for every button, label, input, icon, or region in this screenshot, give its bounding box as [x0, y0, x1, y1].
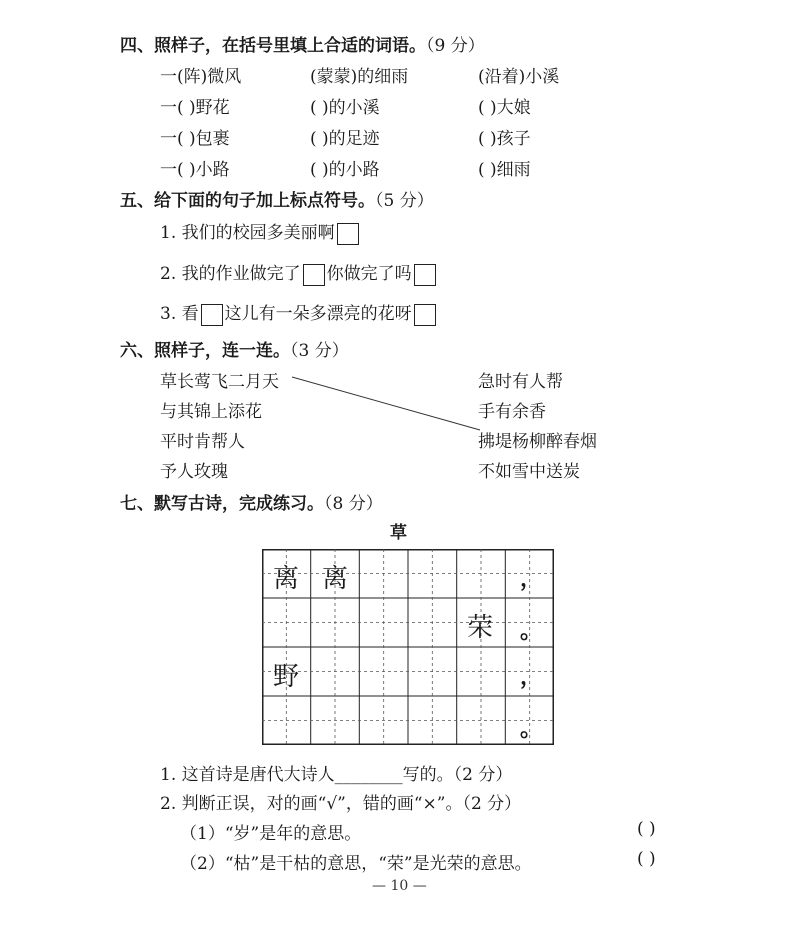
left-phrase[interactable]: 草长莺飞二月天 [160, 372, 279, 392]
section-6-heading: 六、照样子，连一连。（3 分） [120, 341, 349, 361]
word-cell: ( )细雨 [478, 160, 531, 180]
word-cell: 一( )小路 [160, 160, 230, 180]
section-5-heading: 五、给下面的句子加上标点符号。（5 分） [120, 191, 434, 211]
word-cell: (蒙蒙)的细雨 [310, 67, 409, 87]
page-number: — 10 — [372, 878, 427, 894]
sentence-3: 3. 看 这儿有一朵多漂亮的花呀 [160, 299, 438, 326]
right-phrase[interactable]: 手有余香 [478, 402, 546, 422]
grid-comma: ， [520, 664, 543, 690]
grid-period: 。 [520, 618, 543, 644]
sentence-2: 2. 我的作业做完了 你做完了吗 [160, 259, 438, 286]
question-1: 1. 这首诗是唐代大诗人________写的。（2 分） [160, 765, 513, 785]
judge-answer-2[interactable]: ( ) [637, 849, 656, 869]
section-4-heading: 四、照样子，在括号里填上合适的词语。（9 分） [120, 36, 485, 56]
word-cell: 一( )野花 [160, 98, 230, 118]
right-phrase[interactable]: 拂堤杨柳醉春烟 [478, 432, 597, 452]
sentence-1: 1. 我们的校园多美丽啊 [160, 218, 361, 245]
poem-title: 草 [390, 523, 407, 543]
word-cell: ( )的小溪 [310, 98, 380, 118]
question-2: 2. 判断正误，对的画“√”，错的画“×”。（2 分） [160, 794, 522, 814]
right-phrase[interactable]: 急时有人帮 [478, 372, 563, 392]
word-cell: ( )的小路 [310, 160, 380, 180]
grid-period: 。 [520, 716, 543, 742]
grid-comma: ， [520, 566, 543, 592]
judge-item-1: （1）“岁”是年的意思。 [180, 824, 362, 844]
word-cell: (沿着)小溪 [478, 67, 560, 87]
poem-grid[interactable] [262, 549, 554, 745]
word-cell: ( )孩子 [478, 129, 531, 149]
judge-answer-1[interactable]: ( ) [637, 819, 656, 839]
example-match-line [292, 377, 480, 430]
judge-item-2: （2）“枯”是干枯的意思，“荣”是光荣的意思。 [180, 854, 532, 874]
left-phrase[interactable]: 予人玫瑰 [160, 462, 228, 482]
left-phrase[interactable]: 平时肯帮人 [160, 432, 245, 452]
grid-char: 荣 [467, 613, 494, 643]
word-cell: 一(阵)微风 [160, 67, 242, 87]
grid-char: 离 [273, 564, 300, 594]
left-phrase[interactable]: 与其锦上添花 [160, 402, 262, 422]
word-cell: ( )的足迹 [310, 129, 380, 149]
section-7-heading: 七、默写古诗，完成练习。（8 分） [120, 494, 383, 514]
word-cell: 一( )包裹 [160, 129, 230, 149]
grid-char: 离 [322, 564, 349, 594]
right-phrase[interactable]: 不如雪中送炭 [478, 462, 580, 482]
word-cell: ( )大娘 [478, 98, 531, 118]
grid-char: 野 [273, 662, 300, 692]
